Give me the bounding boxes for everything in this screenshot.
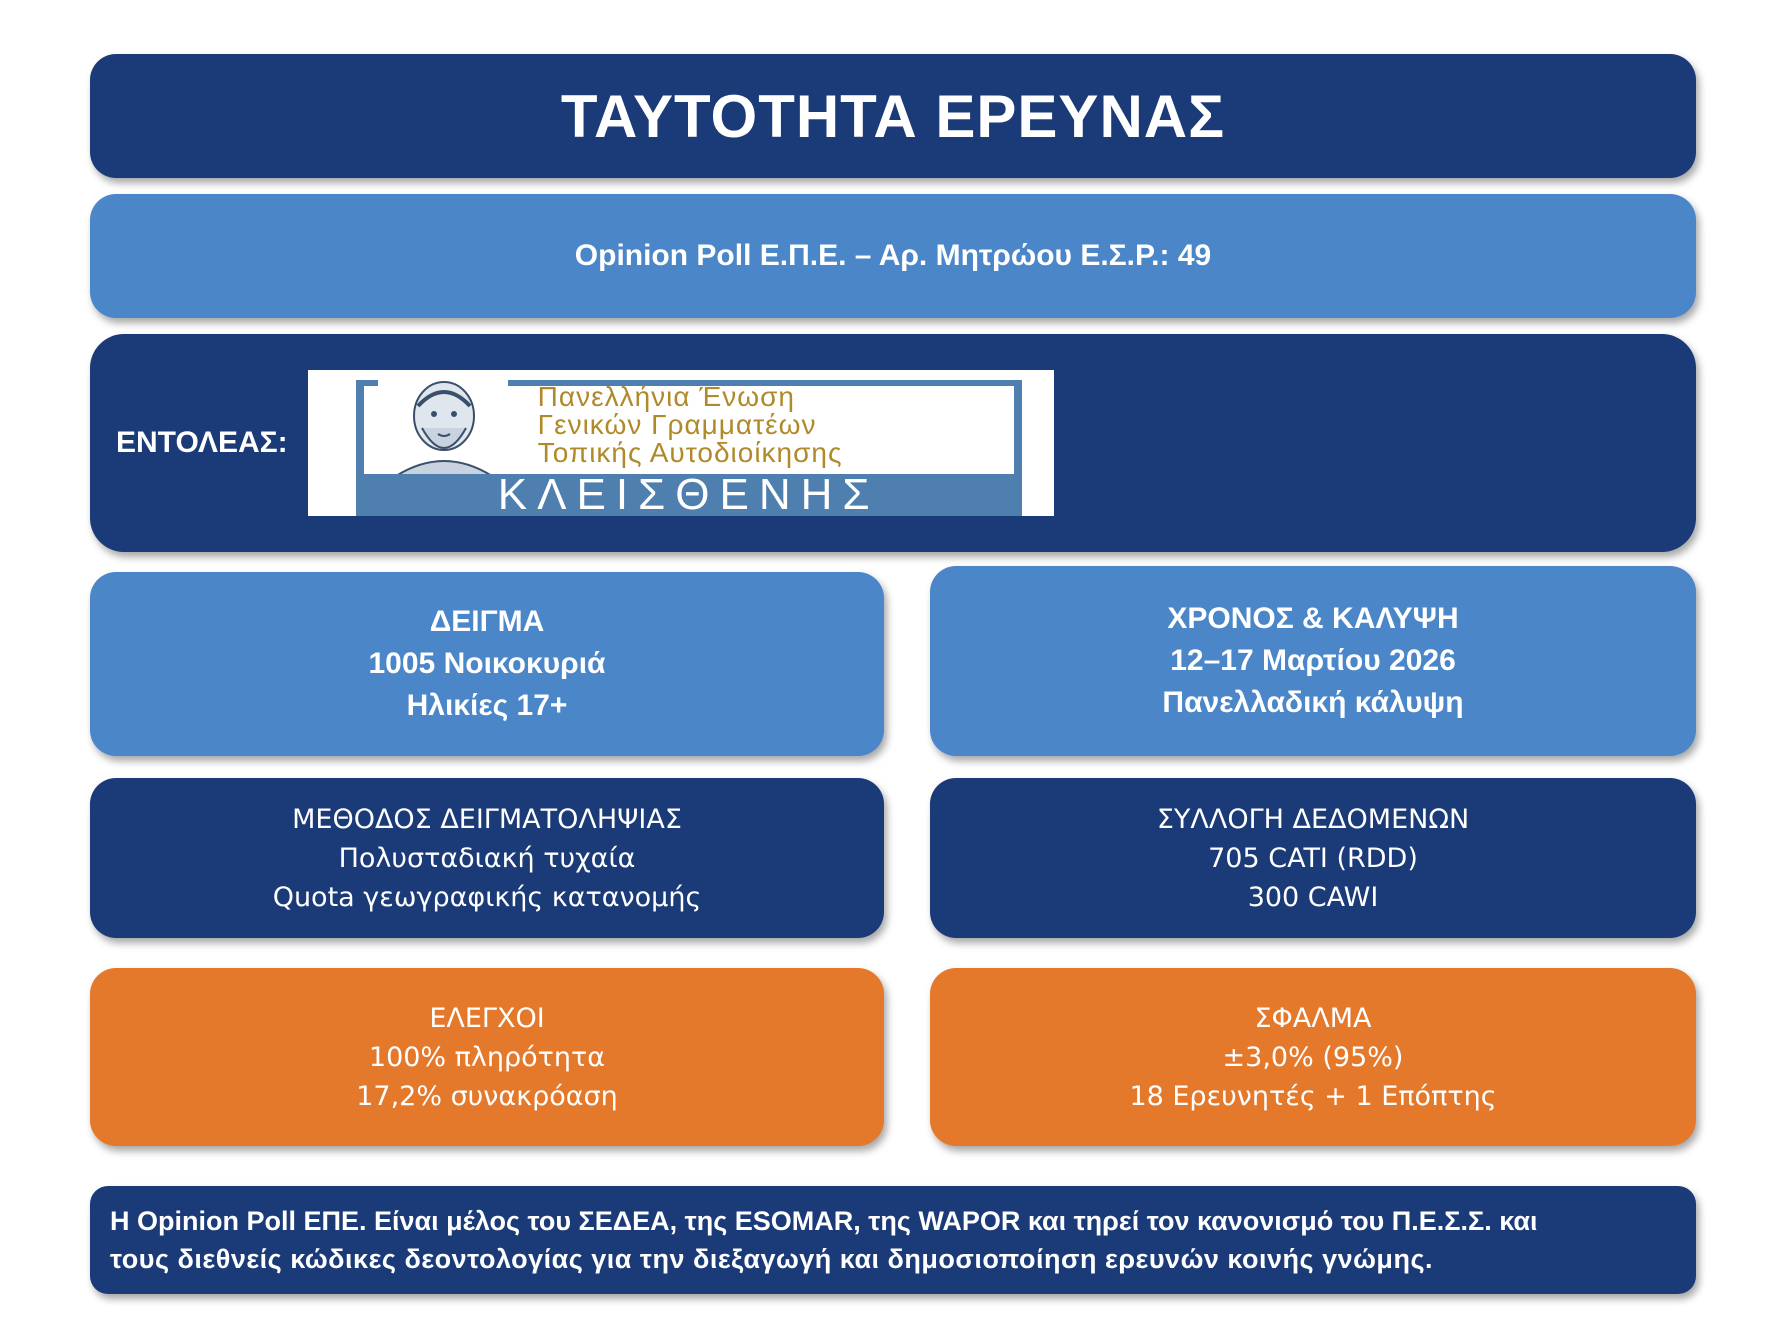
collection-heading: ΣΥΛΛΟΓΗ ΔΕΔΟΜΕΝΩΝ <box>1156 803 1470 835</box>
logo-text-line-1: Πανελλήνια Ένωση <box>537 381 795 412</box>
error-card <box>930 968 1696 1146</box>
company-info: Opinion Poll Ε.Π.Ε. – Αρ. Μητρώου Ε.Σ.Ρ.: 49 <box>574 239 1212 272</box>
data-collection-card <box>930 778 1696 938</box>
method-line-2: Quota γεωγραφικής κατανομής <box>272 881 702 913</box>
footer-line-1: Η Opinion Poll ΕΠΕ. Είναι μέλος του ΣΕΔΕΑ, της ESOMAR, της WAPOR και τηρεί τον κανονισμό του Π.Ε.Σ.Σ. και <box>110 1206 1538 1236</box>
time-coverage: Πανελλαδική κάλυψη <box>1162 686 1464 719</box>
company-banner <box>90 194 1696 318</box>
collection-cawi: 300 CAWI <box>1247 881 1379 913</box>
bust-icon <box>378 376 508 476</box>
footer-disclaimer <box>90 1186 1696 1294</box>
time-heading: ΧΡΟΝΟΣ & ΚΑΛΥΨΗ <box>1167 602 1459 635</box>
logo-band-text: ΚΛΕΙΣΘΕΝΗΣ <box>356 474 1022 516</box>
error-staff: 18 Ερευνητές + 1 Επόπτης <box>1129 1080 1497 1112</box>
collection-cati: 705 CATI (RDD) <box>1208 842 1418 874</box>
title-banner <box>90 54 1696 178</box>
footer-line-2: τους διεθνείς κώδικες δεοντολογίας για την διεξαγωγή και δημοσιοποίηση ερευνών κοινής γνώμης. <box>110 1244 1433 1274</box>
method-line-1: Πολυσταδιακή τυχαία <box>338 842 636 874</box>
logo-text-line-2: Γενικών Γραμματέων <box>537 409 817 440</box>
time-dates: 12–17 Μαρτίου 2026 <box>1170 644 1456 677</box>
logo-frame-right <box>1014 380 1022 480</box>
checks-card <box>90 968 884 1146</box>
client-label: ΕΝΤΟΛΕΑΣ: <box>116 426 288 459</box>
page-title: ΤΑΥΤΟΤΗΤΑ ΕΡΕΥΝΑΣ <box>560 82 1226 150</box>
time-coverage-card <box>930 566 1696 756</box>
sample-card <box>90 572 884 756</box>
sampling-method-card <box>90 778 884 938</box>
sample-ages: Ηλικίες 17+ <box>406 689 568 722</box>
logo-frame-left <box>356 380 364 480</box>
logo-text-line-3: Τοπικής Αυτοδιοίκησης <box>537 437 843 468</box>
error-margin: ±3,0% (95%) <box>1222 1041 1404 1073</box>
method-heading: ΜΕΘΟΔΟΣ ΔΕΙΓΜΑΤΟΛΗΨΙΑΣ <box>292 803 682 835</box>
client-logo <box>308 370 1054 516</box>
sample-size: 1005 Νοικοκυριά <box>368 647 606 680</box>
error-heading: ΣΦΑΛΜΑ <box>1254 1002 1372 1034</box>
checks-completeness: 100% πληρότητα <box>368 1041 606 1073</box>
sample-heading: ΔΕΙΓΜΑ <box>429 605 545 638</box>
checks-monitoring: 17,2% συνακρόαση <box>356 1080 618 1112</box>
checks-heading: ΕΛΕΓΧΟΙ <box>429 1002 545 1034</box>
client-panel <box>90 334 1696 552</box>
